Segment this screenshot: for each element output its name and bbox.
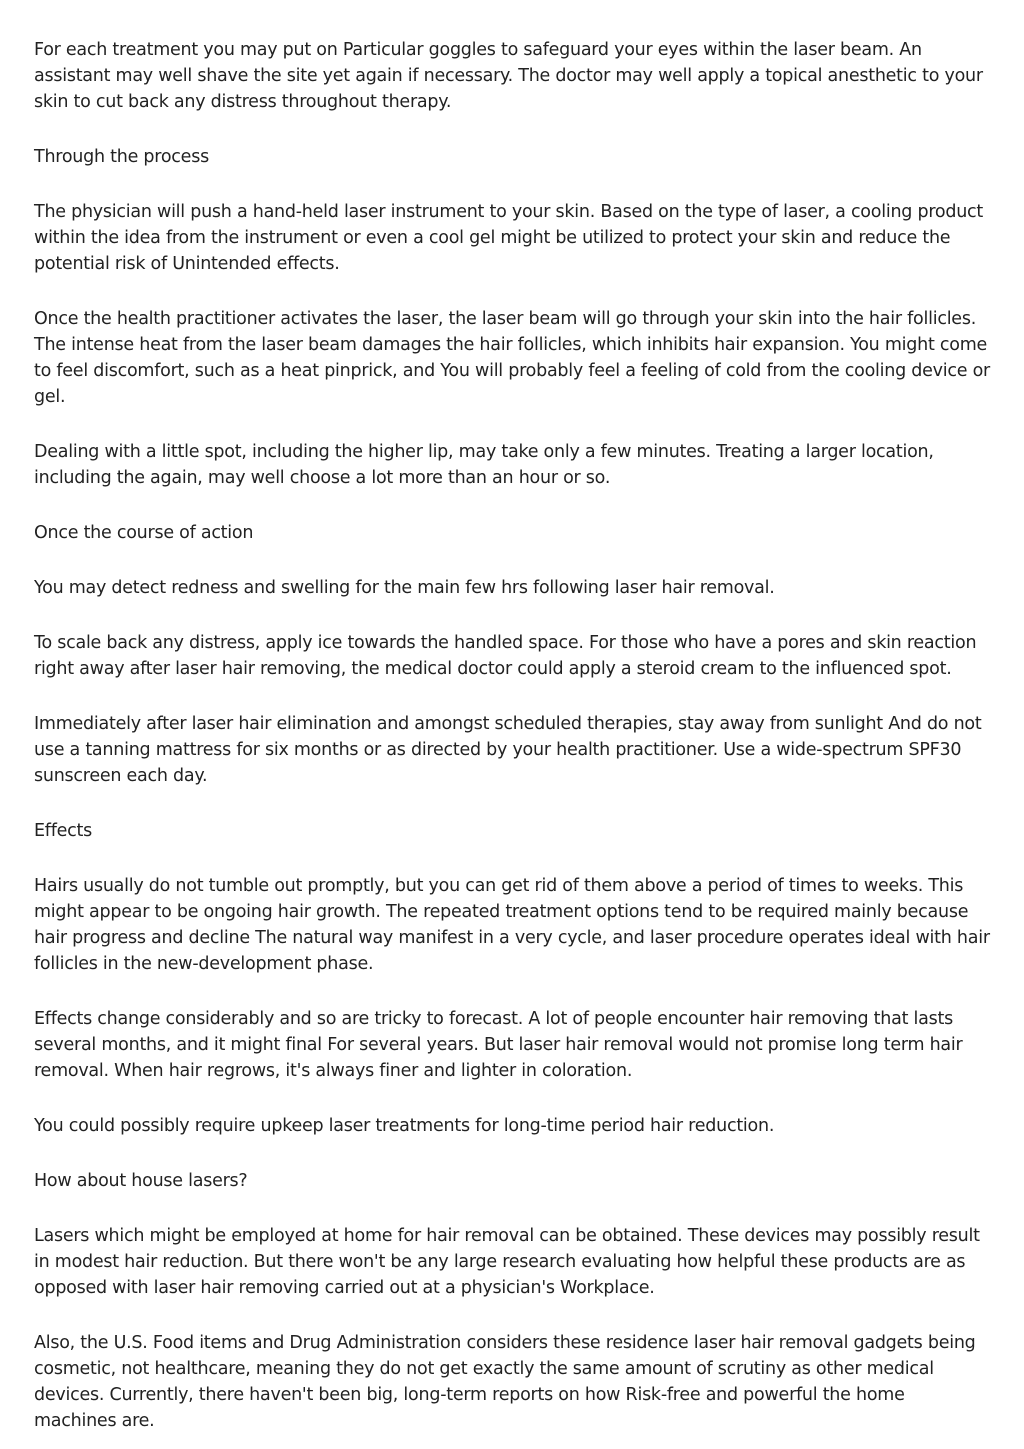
paragraph-hair-growth: Hairs usually do not tumble out promptly, but you can get rid of them above a period of times to weeks. This might appear to be ongoing hair growth. The repeated treatment options tend to be required mainly because hair progress and decline The natural way manifest in a very cycle, and laser procedure operates ideal with hair follicles in the new-development phase. bbox=[34, 876, 990, 974]
paragraph-apply-ice: To scale back any distress, apply ice towards the handled space. For those who have a pores and skin reaction right away after laser hair removing, the medical doctor could apply a steroid cream to the influenced spot. bbox=[34, 633, 977, 679]
heading-house-lasers: How about house lasers? bbox=[34, 1171, 248, 1191]
heading-effects: Effects bbox=[34, 821, 92, 841]
paragraph-fda: Also, the U.S. Food items and Drug Administration considers these residence laser hair removal gadgets being cosmetic, not healthcare, meaning they do not get exactly the same amount of scrutiny as other medical devices. Currently, there haven't been big, long-term reports on how Risk-free and powerful the home machines are. bbox=[34, 1333, 976, 1431]
paragraph-goggles: For each treatment you may put on Particular goggles to safeguard your eyes within the laser beam. An assistant may well shave the site yet again if necessary. The doctor may well apply a topical anesthetic to your skin to cut back any distress throughout therapy. bbox=[34, 40, 983, 112]
paragraph-laser-activation: Once the health practitioner activates the laser, the laser beam will go through your skin into the hair follicles. The intense heat from the laser beam damages the hair follicles, which inhibits hair expansion. You might come to feel discomfort, such as a heat pinprick, and You will probably feel a feeling of cold from the cooling device or gel. bbox=[34, 309, 990, 407]
paragraph-home-lasers: Lasers which might be employed at home for hair removal can be obtained. These devices may possibly result in modest hair reduction. But there won't be any large research evaluating how helpful these products are as opposed with laser hair removing carried out at a physician's Workplace. bbox=[34, 1226, 980, 1298]
paragraph-redness: You may detect redness and swelling for the main few hrs following laser hair removal. bbox=[34, 578, 775, 598]
paragraph-sunlight: Immediately after laser hair elimination and amongst scheduled therapies, stay away from sunlight And do not use a tanning mattress for six months or as directed by your health practitioner. Use a wide-spectrum SPF30 sunscreen each day. bbox=[34, 714, 982, 786]
paragraph-upkeep: You could possibly require upkeep laser treatments for long-time period hair reduction. bbox=[34, 1116, 775, 1136]
paragraph-treatment-duration: Dealing with a little spot, including the higher lip, may take only a few minutes. Treating a larger location, including the again, may well choose a lot more than an hour or so. bbox=[34, 442, 934, 488]
heading-once-the-course: Once the course of action bbox=[34, 523, 254, 543]
paragraph-effects-change: Effects change considerably and so are tricky to forecast. A lot of people encounter hair removing that lasts several months, and it might final For several years. But laser hair removal would not promise long term hair removal. When hair regrows, it's always finer and lighter in coloration. bbox=[34, 1009, 963, 1081]
heading-through-the-process: Through the process bbox=[34, 147, 209, 167]
paragraph-laser-instrument: The physician will push a hand-held laser instrument to your skin. Based on the type of laser, a cooling product within the idea from the instrument or even a cool gel might be utilized to protect your skin and reduce the potential risk of Unintended effects. bbox=[34, 202, 984, 274]
